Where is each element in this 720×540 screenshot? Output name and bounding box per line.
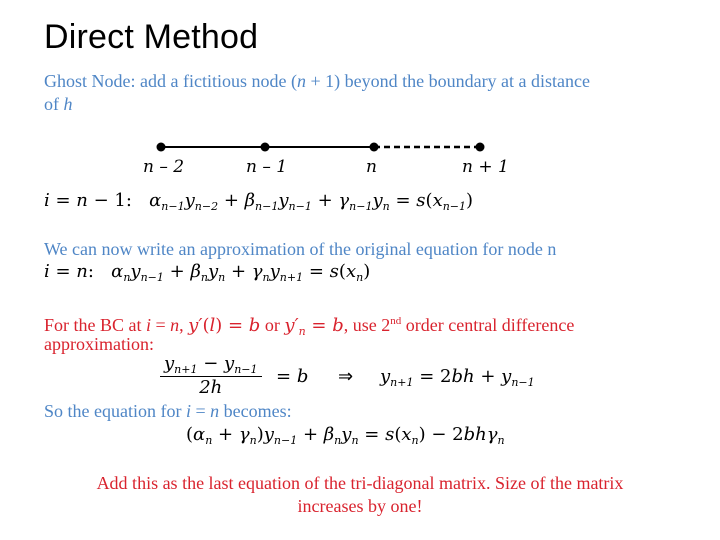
final-equation: $(\alpha_n + \gamma_n)y_{n-1} + \beta_ny_n = s(x_n) - 2bh\gamma_n$ xyxy=(186,424,505,447)
ghost-node-result: $y_{n+1} = 2bh + y_{n-1}$ xyxy=(380,366,535,389)
approximation-text: We can now write an approximation of the original equation for node n xyxy=(44,239,557,259)
node-dot-n-minus-2 xyxy=(157,143,166,152)
node-diagram xyxy=(150,138,490,158)
node-dot-n xyxy=(370,143,379,152)
node-dot-n-plus-1 xyxy=(476,143,485,152)
node-label-n: n xyxy=(366,157,377,177)
slide-title: Direct Method xyxy=(44,18,259,56)
fraction-rhs: = b xyxy=(276,366,309,387)
node-label-n-minus-1: n – 1 xyxy=(246,157,288,177)
node-label-n-minus-2: n – 2 xyxy=(143,157,185,177)
bc-text-line2: approximation: xyxy=(44,334,154,354)
equation-i-n-minus-1: i = n − 1: $\alpha_{n-1}y_{n-2} + \beta_{n-1}y_{n-1} + \gamma_{n-1}y_n = s(x_{n-1})$ xyxy=(44,190,474,213)
node-label-n-plus-1: n + 1 xyxy=(462,157,509,177)
implies-arrow: ⇒ xyxy=(338,366,354,387)
difference-fraction: $\frac{y_{n+1} - y_{n-1}}{2h}$ xyxy=(160,353,262,398)
equation-i-n: i = n: $\alpha_ny_{n-1} + \beta_ny_n + \gamma_ny_{n+1} = s(x_n)$ xyxy=(44,261,371,284)
bc-text-line1: For the BC at i = n, y′(l) = b or $y'_n = b$, use 2nd order central difference xyxy=(44,315,575,338)
note-line1: Add this as the last equation of the tri-diagonal matrix. Size of the matrix xyxy=(96,473,624,493)
note-line2: increases by one! xyxy=(297,496,423,516)
ghost-node-text-line1: Ghost Node: add a fictitious node (n + 1) beyond the boundary at a distance xyxy=(44,71,591,91)
node-dot-n-minus-1 xyxy=(261,143,270,152)
ghost-node-text-line2: of h xyxy=(44,94,73,114)
so-equation-text: So the equation for i = n becomes: xyxy=(44,401,292,421)
